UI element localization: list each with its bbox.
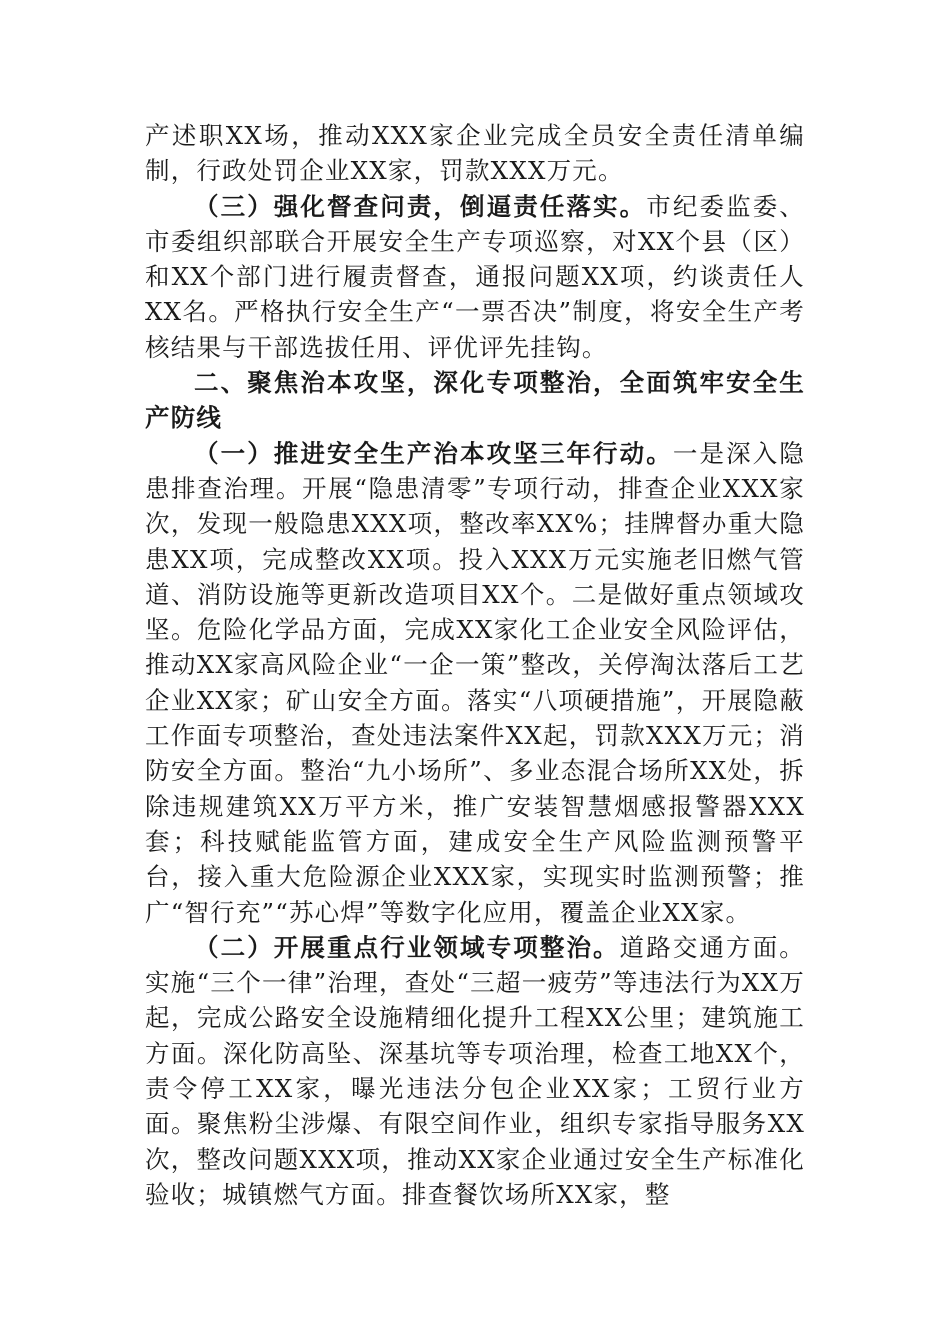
subheading-supervision: （三）强化督查问责，倒逼责任落实。: [194, 191, 647, 221]
subheading-three-year-action: （一）推进安全生产治本攻坚三年行动。: [194, 438, 673, 468]
paragraph-special-rectification: [145, 930, 805, 1212]
paragraph-three-year-action: [145, 436, 805, 930]
subheading-special-rectification: （二）开展重点行业领域专项整治。: [194, 932, 620, 962]
paragraph-three-year-action-body: 一是深入隐患排查治理。开展“隐患清零”专项行动，排查企业XXX家次，发现一般隐患XXX项，整改率XX%；挂牌督办重大隐患XX项，完成整改XX项。投入XXX万元实施老旧燃气管道、消防设施等更新改造项目XX个。二是做好重点领域攻坚。危险化学品方面，完成XX家化工企业安全风险评估，推动XX家高风险企业“一企一策”整改，关停淘汰落后工艺企业XX家；矿山安全方面。落实“八项硬措施”，开展隐蔽工作面专项整治，查处违法案件XX起，罚款XXX万元；消防安全方面。整治“九小场所”、多业态混合场所XX处，拆除违规建筑XX万平方米，推广安装智慧烟感报警器XXX套；科技赋能监管方面，建成安全生产风险监测预警平台，接入重大危险源企业XXX家，实现实时监测预警；推广“智行充”“苏心焊”等数字化应用，覆盖企业XX家。: [145, 438, 805, 927]
paragraph-special-rectification-body: 道路交通方面。实施“三个一律”治理，查处“三超一疲劳”等违法行为XX万起，完成公路安全设施精细化提升工程XX公里；建筑施工方面。深化防高坠、深基坑等专项治理，检查工地XX个，责令停工XX家，曝光违法分包企业XX家；工贸行业方面。聚焦粉尘涉爆、有限空间作业，组织专家指导服务XX次，整改问题XXX项，推动XX家企业通过安全生产标准化验收；城镇燃气方面。排查餐饮场所XX家，整: [145, 932, 805, 1209]
paragraph-continuation: 产述职XX场，推动XXX家企业完成全员安全责任清单编制，行政处罚企业XX家，罚款XXX万元。: [145, 121, 805, 186]
paragraph-supervision-body: 市纪委监委、市委组织部联合开展安全生产专项巡察，对XX个县（区）和XX个部门进行履责督查，通报问题XX项，约谈责任人XX名。严格执行安全生产“一票否决”制度，将安全生产考核结果与干部选拔任用、评优评先挂钩。: [145, 191, 806, 362]
document-page: [145, 118, 805, 1212]
section-heading-2: 二、聚焦治本攻坚，深化专项整治，全面筑牢安全生产防线: [145, 368, 805, 433]
paragraph-supervision: [145, 189, 805, 365]
